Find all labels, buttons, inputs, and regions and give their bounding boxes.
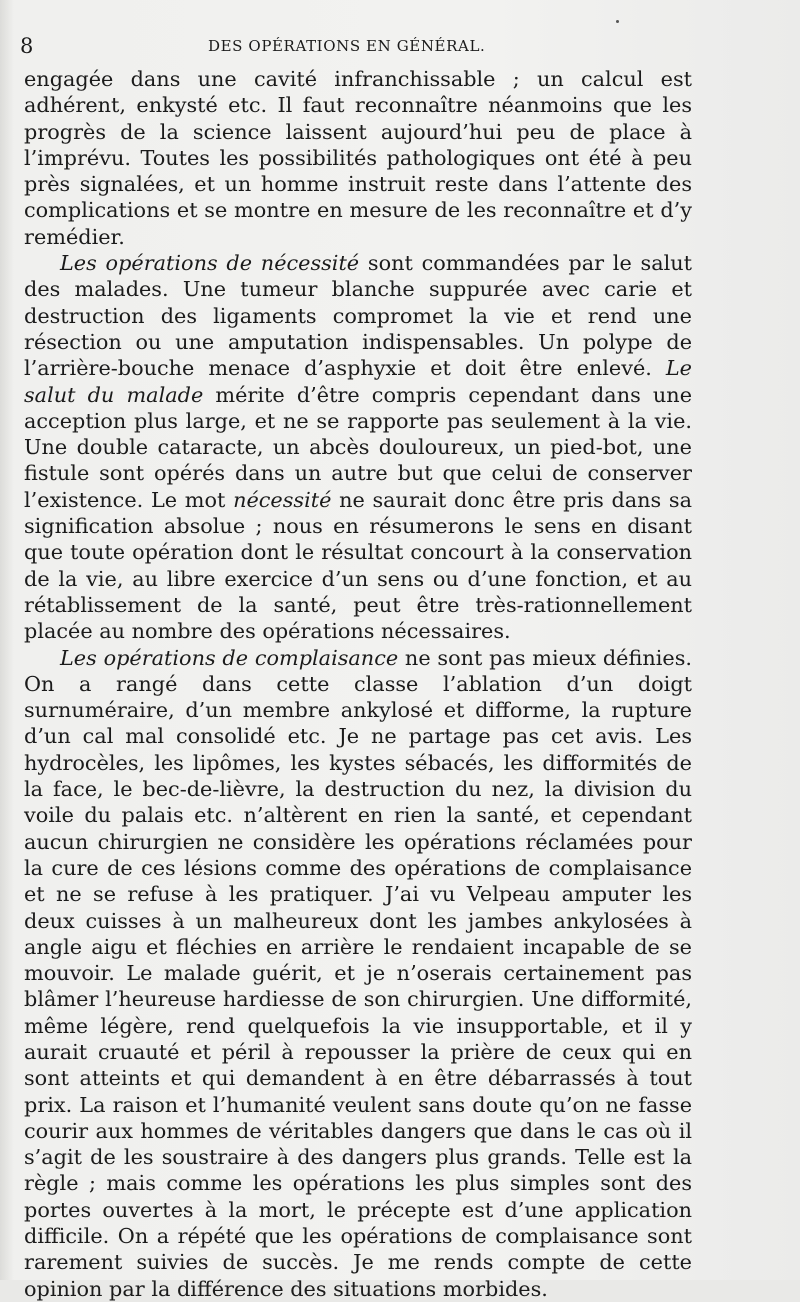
italic-phrase: Le salut du malade — [24, 356, 692, 407]
paragraph-necessite — [24, 250, 692, 644]
page-body — [24, 66, 692, 1302]
running-title: DES OPÉRATIONS EN GÉNÉRAL. — [208, 37, 486, 55]
paragraph-text: ne saurait donc être pris dans sa signification absolue ; nous en résumerons le sens en disant que toute opération dont le résultat concourt à la conservation de la vie, au libre exercice d’un sens ou d’une fonction, et au rétablissement de la santé, peut être très-rationnellement placée au nombre des opérations nécessaires. — [24, 487, 693, 644]
paragraph-continuation — [24, 66, 692, 250]
paragraph-complaisance — [24, 645, 692, 1302]
italic-lead: Les opérations de nécessité — [60, 251, 360, 276]
page-header — [20, 34, 700, 60]
paragraph-text: ne sont pas mieux définies. On a rangé dans cette classe l’ablation d’un doigt surnuméraire, d’un membre ankylosé et difforme, la rupture d’un cal mal consolidé etc. Je ne partage pas cet avis. Les hydrocèles, les lipômes, les kystes sébacés, les difformités de la face, le bec-de-lièvre, la destruction du nez, la division du voile du palais etc. n’altèrent en rien la santé, et cependant aucun chirurgien ne considère les opérations réclamées pour la cure de ces lésions comme des opérations de complaisance et ne se refuse à les pratiquer. J’ai vu Velpeau amputer les deux cuisses à un malheureux dont les jambes ankylosées à angle aigu et fléchies en arrière le rendaient incapable de se mouvoir. Le malade guérit, et je n’oserais certainement pas blâmer l’heureuse hardiesse de son chirurgien. Une difformité, même légère, rend quelquefois la vie insupportable, et il y aurait cruauté et péril à repousser la prière de ceux qui en sont atteints et qui demandent à en être débarrassés à tout prix. La raison et l’humanité veulent sans doute qu’on ne fasse courir aux hommes de véritables dangers que dans le cas où il s’agit de les soustraire à des dangers plus grands. Telle est la règle ; mais comme les opérations les plus simples sont des portes ouvertes à la mort, le précepte est d’une application difficile. On a répété que les opérations de complaisance sont rarement suivies de succès. Je me rends compte de cette opinion par la différence des situations morbides. — [24, 645, 693, 1301]
paragraph-text: engagée dans une cavité infranchissable ; un calcul est adhérent, enkysté etc. Il faut reconnaître néanmoins que les progrès de la science laissent aujourd’hui peu de place à l’imprévu. Toutes les possibilités pathologiques ont été à peu près signalées, et un homme instruit reste dans l’attente des complications et se montre en mesure de les reconnaître et d’y remédier. — [24, 67, 692, 249]
italic-word: nécessité — [233, 487, 332, 512]
paragraph-text: sont commandées par le salut des malades. Une tumeur blanche suppurée avec carie et destruction des ligaments compromet la vie et rend une résection ou une amputation indispensables. Un polype de l’arrière-bouche menace d’asphyxie et doit être enlevé. — [24, 251, 693, 381]
ink-speck — [616, 20, 619, 23]
paragraph-text: mérite d’être compris cependant dans une acception plus large, et ne se rapporte pas seulement à la vie. Une double cataracte, un abcès douloureux, un pied-bot, une fistule sont opérés dans un autre but que celui de conserver l’existence. Le mot — [24, 382, 693, 512]
italic-lead: Les opérations de complaisance — [60, 645, 399, 670]
page-number: 8 — [20, 34, 34, 58]
